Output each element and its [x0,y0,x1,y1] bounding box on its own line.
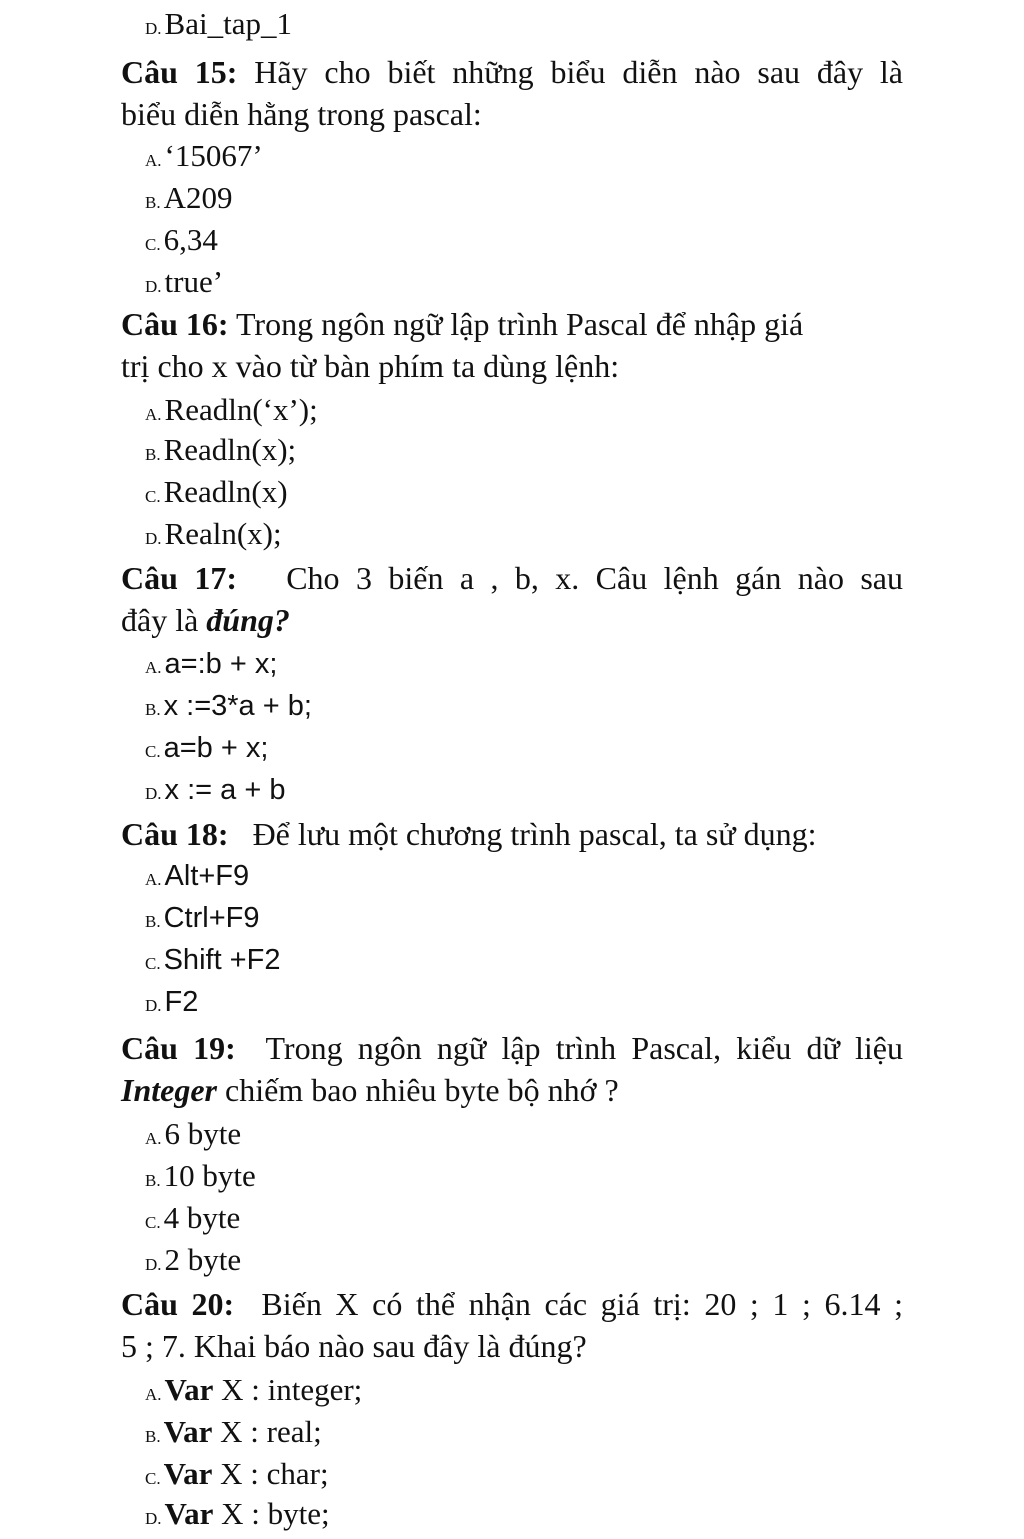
option-letter: D. [145,784,162,803]
question-18-option-d[interactable] [145,982,198,1026]
question-text: đây là [121,602,207,638]
option-text: Shift +F2 [163,944,281,976]
question-19-option-d[interactable] [145,1240,241,1285]
question-label: Câu 19: [121,1030,236,1066]
option-letter: D. [145,1509,162,1528]
option-text: X : byte; [213,1496,330,1531]
question-20-option-c[interactable] [145,1454,329,1499]
question-15-line-2: biểu diễn hằng trong pascal: [121,96,482,132]
option-text: Bai_tap_1 [164,6,292,41]
option-letter: A. [145,1385,162,1404]
question-text: Hãy cho biết những biểu diễn nào sau đây là [254,54,904,90]
option-text: Realn(x); [164,516,282,551]
option-text: Readln(‘x’); [164,392,318,427]
question-16-option-b[interactable] [145,430,296,475]
option-letter: C. [145,235,161,254]
question-19-option-a[interactable] [145,1114,241,1159]
emphasis-text: Integer [121,1072,217,1108]
question-18-line-1 [121,814,817,854]
option-letter: C. [145,954,161,973]
question-16-line-2: trị cho x vào từ bàn phím ta dùng lệnh: [121,348,620,384]
option-letter: B. [145,1427,161,1446]
question-19-line-1 [121,1028,903,1068]
question-19-option-b[interactable] [145,1156,256,1201]
option-letter: B. [145,700,161,719]
option-letter: C. [145,742,161,761]
option-letter: A. [145,658,162,677]
question-18-option-a[interactable] [145,856,249,900]
question-20-option-b[interactable] [145,1412,322,1457]
option-letter: B. [145,193,161,212]
question-17-line-2 [121,600,290,640]
option-letter: B. [145,1171,161,1190]
question-20-option-a[interactable] [145,1370,362,1415]
option-letter: D. [145,19,162,38]
option-letter: D. [145,996,162,1015]
question-text: Cho 3 biến a , b, x. Câu lệnh gán nào sau [286,560,903,596]
option-text: X : real; [212,1414,322,1449]
option-letter: B. [145,912,161,931]
question-18-option-b[interactable] [145,898,259,942]
option-letter: C. [145,1469,161,1488]
option-letter: C. [145,487,161,506]
option-letter: D. [145,529,162,548]
keyword-text: Var [164,1372,214,1407]
question-17-option-c[interactable] [145,728,268,772]
question-15-option-b[interactable] [145,178,232,223]
option-text: A209 [163,180,233,215]
question-16-option-d[interactable] [145,514,282,559]
option-text: 10 byte [163,1158,256,1193]
option-letter: A. [145,1129,162,1148]
emphasis-text: đúng? [206,602,290,638]
option-text: 6,34 [163,222,218,257]
question-label: Câu 20: [121,1286,235,1322]
keyword-text: Var [163,1414,213,1449]
question-16-option-c[interactable] [145,472,288,517]
question-text: Trong ngôn ngữ lập trình Pascal để nhập giá [235,306,804,342]
option-text: x :=3*a + b; [163,690,312,722]
option-text: F2 [164,986,199,1018]
question-19-option-c[interactable] [145,1198,240,1243]
question-text: Để lưu một chương trình pascal, ta sử dụng: [252,816,817,852]
question-text: Trong ngôn ngữ lập trình Pascal, kiểu dữ liệu [265,1030,903,1066]
question-20-option-d[interactable] [145,1494,330,1539]
option-text: Ctrl+F9 [163,902,260,934]
option-text: a=:b + x; [164,648,278,680]
option-text: 4 byte [163,1200,241,1235]
question-15-option-d[interactable] [145,262,223,307]
question-19-line-2 [121,1070,619,1110]
option-text: X : char; [212,1456,329,1491]
option-text: Readln(x) [163,474,288,509]
question-label: Câu 15: [121,54,238,90]
question-17-option-a[interactable] [145,644,277,688]
question-20-line-1 [121,1284,903,1324]
option-letter: B. [145,445,161,464]
question-18-option-c[interactable] [145,940,280,984]
option-letter: D. [145,277,162,296]
question-20-line-2: 5 ; 7. Khai báo nào sau đây là đúng? [121,1328,587,1364]
question-17-option-b[interactable] [145,686,312,730]
question-label: Câu 18: [121,816,229,852]
option-text: X : integer; [213,1372,363,1407]
option-letter: D. [145,1255,162,1274]
question-text: chiếm bao nhiêu byte bộ nhớ ? [217,1072,619,1108]
question-text: Biến X có thể nhận các giá trị: 20 ; 1 ; 6.14 ; [261,1286,904,1322]
keyword-text: Var [163,1456,213,1491]
option-letter: A. [145,151,162,170]
question-15-option-a[interactable] [145,136,263,181]
question-15-line-1 [121,52,903,92]
question-label: Câu 16: [121,306,229,342]
option-text: a=b + x; [163,732,269,764]
option-letter: C. [145,1213,161,1232]
option-top [145,4,292,49]
option-text: ‘15067’ [164,138,263,173]
keyword-text: Var [164,1496,214,1531]
question-17-line-1 [121,558,903,598]
option-letter: A. [145,405,162,424]
question-17-option-d[interactable] [145,770,285,814]
question-15-option-c[interactable] [145,220,218,265]
option-letter: A. [145,870,162,889]
question-16-line-1 [121,304,803,344]
option-text: x := a + b [164,774,286,806]
option-text: Readln(x); [163,432,297,467]
question-16-option-a[interactable] [145,390,318,435]
option-text: 2 byte [164,1242,242,1277]
option-text: 6 byte [164,1116,242,1151]
option-text: true’ [164,264,224,299]
question-label: Câu 17: [121,560,237,596]
option-text: Alt+F9 [164,860,250,892]
